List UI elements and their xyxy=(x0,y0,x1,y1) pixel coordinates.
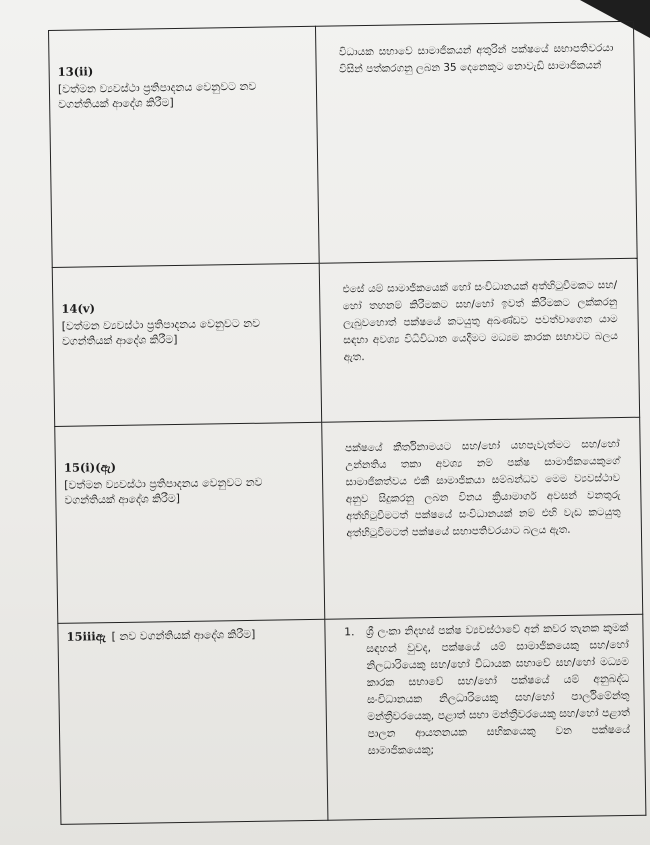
amendment-note: [වත්මන ව්‍යවස්ථා ප්‍රතිපාදනය වෙනුවට නව වගන්තියක් ආදේශ කිරීම] xyxy=(57,79,257,111)
provision-cell xyxy=(316,21,637,263)
provision-cell xyxy=(325,614,646,820)
section-number: 13(ii) xyxy=(57,64,94,79)
table-row xyxy=(55,417,643,623)
clause-cell xyxy=(58,619,329,824)
clause-cell xyxy=(55,422,326,623)
section-number: 15(i)(ඇ) xyxy=(63,459,117,475)
amendment-note: [වත්මන ව්‍යවස්ථා ප්‍රතිපාදනය වෙනුවට නව වගන්තියක් ආදේශ කිරීම] xyxy=(64,475,263,507)
clause-cell xyxy=(52,263,322,426)
section-number: 15iiiඇ xyxy=(66,629,106,644)
table-row xyxy=(52,258,639,426)
table-row xyxy=(58,614,646,824)
provision-cell xyxy=(322,417,643,619)
provision-text: විධායක සභාවේ සාමාජිකයන් අතුරින් පක්ෂයේ සභාපතිවරයා විසින් පත්කරගනු ලබන 35 දෙනෙකුට නොවැඩි සාමාජිකයන් xyxy=(338,42,614,76)
provision-text: පක්ෂයේ කීර්තිනාමයට සහ/හෝ යහපැවැත්මට සහ/හෝ උන්නතිය තකා අවශ්‍ය නම් පක්ෂ සාමාජිකයෙකුගේ සාමාජිකත්වය එකී සාමාජිකයා සම්බන්ධව මෙම ව්‍යවස්ථාව අනුව සිදුකරනු ලබන විනය ක්‍රියාමාර්ග අවසන් වනතුරු අත්හිටුවීමටත් පක්ෂයේ සංවිධානයක් නම් එහි වැඩ කටයුතු අත්හිටුවීමටත් පක්ෂයේ සභාපතිවරයාට බලය ඇත. xyxy=(344,438,621,540)
table-row xyxy=(49,21,638,267)
provision-cell xyxy=(320,258,640,422)
provision-list xyxy=(326,615,645,760)
list-item: 1. ශ්‍රී ලංකා නිදහස් පක්ෂ ව්‍යවස්ථාවේ අන් කවර තැනක කුමක් සඳහන් වුවද, පක්ෂයේ යම් සාමාජිකයෙකු සහ/හෝ නිලධාරියෙකු සහ/හෝ විධායක සභාවේ සහ/හෝ මධ්‍යම කාරක සභාවේ සහ/හෝ පක්ෂයේ යම් අනුබද්ධ සංවිධානයක නිලධාරියෙකු සහ/හෝ පාර්ලිමේන්තු මන්ත්‍රීවරයෙකු, පළාත් සභා මන්ත්‍රීවරයෙකු සහ/හෝ පළාත් පාලන ආයතනයක සභිකයෙකු වන පක්ෂයේ සාමාජිකයෙකු; xyxy=(358,619,631,759)
clause-cell xyxy=(49,26,320,267)
amendment-note: [වත්මන ව්‍යවස්ථා ප්‍රතිපාදනය වෙනුවට නව වගන්තියක් ආදේශ කිරීම] xyxy=(61,316,261,348)
amendment-table xyxy=(48,21,646,825)
provision-text: එසේ යම් සාමාජිකයෙක් හෝ සංවිධානයක් අත්හිටුවීමකට සහ/හෝ තහනම් කිරීමකට සහ/හෝ ඉවත් කිරීමකට ලක්කරනු ලැබුවහොත් පක්ෂයේ කටයුතු අඛණ්ඩව පවත්වාගෙන යාම සඳහා අවශ්‍ය විධිවිධාන යෙදීමට මධ්‍යම කාරක සභාවට බලය ඇත. xyxy=(342,279,618,364)
amendment-note: [ නව වගන්තියක් ආදේශ කිරීම] xyxy=(111,627,256,644)
section-number: 14(v) xyxy=(61,301,96,316)
